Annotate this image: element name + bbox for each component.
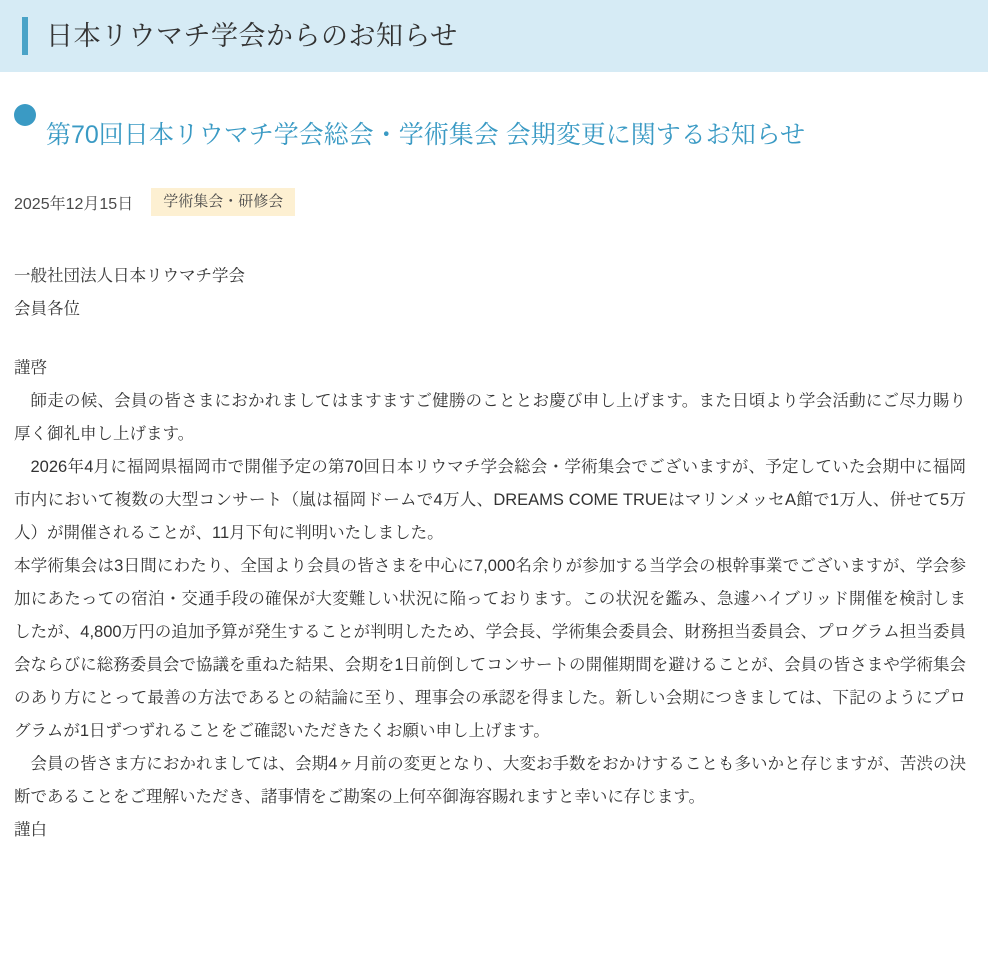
body-org-line: 一般社団法人日本リウマチ学会: [14, 267, 245, 285]
body-paragraph-4: 会員の皆さま方におかれましては、会期4ヶ月前の変更となり、大変お手数をおかけすることも多いかと存じますが、苦渋の決断であることをご理解いただき、諸事情をご勘案の上何卒御海容賜れますと幸いに存じます。: [14, 755, 966, 806]
body-paragraph-1: 師走の候、会員の皆さまにおかれましてはますますご健勝のこととお慶び申し上げます。また日頃より学会活動にご尽力賜り厚く御礼申し上げます。: [14, 392, 966, 443]
article-header: [0, 72, 988, 172]
article-date: 2025年12月15日: [14, 195, 134, 213]
article-title-row: [14, 98, 968, 172]
body-closing: 謹白: [14, 821, 47, 839]
article-body: [0, 216, 988, 877]
section-title: 日本リウマチ学会からのお知らせ: [46, 20, 458, 51]
accent-bar: [22, 17, 28, 55]
category-badge: 学術集会・研修会: [151, 188, 295, 216]
body-paragraph-2: 2026年4月に福岡県福岡市で開催予定の第70回日本リウマチ学会総会・学術集会でございますが、予定していた会期中に福岡市内において複数の大型コンサート（嵐は福岡ドームで4万人、DREAMS COME TRUEはマリンメッセA館で1万人、併せて5万人）が開催されることが、11月下旬に判明いたしました。: [14, 458, 966, 542]
body-spacer-1: [14, 326, 966, 352]
bullet-dot-icon: [14, 104, 36, 126]
section-banner: [0, 0, 988, 72]
article-meta: [0, 188, 988, 216]
body-addressee: 会員各位: [14, 300, 80, 318]
body-paragraph-3: 本学術集会は3日間にわたり、全国より会員の皆さまを中心に7,000名余りが参加する当学会の根幹事業でございますが、学会参加にあたっての宿泊・交通手段の確保が大変難しい状況に陥っております。この状況を鑑み、急遽ハイブリッド開催を検討しましたが、4,800万円の追加予算が発生することが判明したため、学会長、学術集会委員会、財務担当委員会、プログラム担当委員会ならびに総務委員会で協議を重ねた結果、会期を1日前倒してコンサートの開催期間を避けることが、会員の皆さまや学術集会のあり方にとって最善の方法であるとの結論に至り、理事会の承認を得ました。新しい会期につきましては、下記のようにプログラムが1日ずつずれることをご確認いただきたくお願い申し上げます。: [14, 557, 966, 740]
body-salutation: 謹啓: [14, 359, 47, 377]
article-title: 第70回日本リウマチ学会総会・学術集会 会期変更に関するお知らせ: [46, 120, 806, 149]
